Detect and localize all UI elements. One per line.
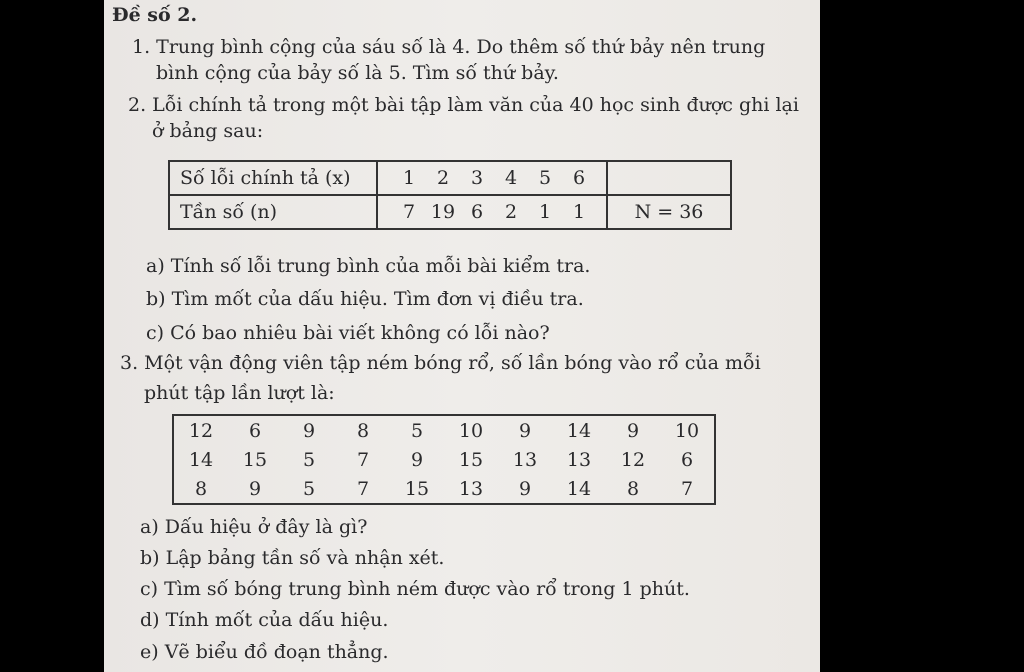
- data-cell: 13: [458, 477, 484, 500]
- data-cell: 14: [188, 448, 214, 471]
- n-value: 1: [538, 201, 552, 223]
- data-cell: 5: [410, 419, 424, 442]
- question-3d: d) Tính mốt của dấu hiệu.: [140, 609, 389, 631]
- table-row: [169, 161, 731, 195]
- empty-cell: [607, 161, 731, 195]
- x-values-cell: [377, 161, 607, 195]
- x-value: 6: [572, 167, 586, 189]
- data-cell: 5: [302, 448, 316, 471]
- n-value: 1: [572, 201, 586, 223]
- data-cell: 8: [626, 477, 640, 500]
- n-value: 6: [470, 201, 484, 223]
- table-row: [173, 474, 715, 504]
- data-cell: 10: [674, 419, 700, 442]
- data-cell: 6: [680, 448, 694, 471]
- throws-data-table: [172, 414, 716, 505]
- question-3c: c) Tìm số bóng trung bình ném được vào rổ trong 1 phút.: [140, 578, 690, 600]
- question-1-line-1: 1. Trung bình cộng của sáu số là 4. Do thêm số thứ bảy nên trung: [132, 36, 766, 58]
- data-cell: 8: [356, 419, 370, 442]
- page-title: Đề số 2.: [112, 4, 198, 26]
- data-cell: 9: [626, 419, 640, 442]
- question-3-line-1: 3. Một vận động viên tập ném bóng rổ, số lần bóng vào rổ của mỗi: [120, 352, 761, 374]
- n-value: 19: [430, 201, 456, 223]
- x-label-cell: Số lỗi chính tả (x): [169, 161, 377, 195]
- total-cell: N = 36: [607, 195, 731, 229]
- question-2-line-2: ở bảng sau:: [152, 120, 264, 142]
- n-value: 2: [504, 201, 518, 223]
- data-cell: 13: [566, 448, 592, 471]
- table-row: [173, 445, 715, 474]
- data-cell: 7: [680, 477, 694, 500]
- data-cell: 9: [518, 419, 532, 442]
- question-2a: a) Tính số lỗi trung bình của mỗi bài kiểm tra.: [146, 255, 591, 277]
- x-value: 5: [538, 167, 552, 189]
- data-cell: 7: [356, 477, 370, 500]
- error-frequency-table: [168, 160, 732, 230]
- question-3-line-2: phút tập lần lượt là:: [144, 382, 335, 404]
- x-value: 4: [504, 167, 518, 189]
- question-2c: c) Có bao nhiêu bài viết không có lỗi nào?: [146, 322, 550, 344]
- data-cell: 12: [620, 448, 646, 471]
- data-cell: 15: [404, 477, 430, 500]
- data-cell: 7: [356, 448, 370, 471]
- question-3e: e) Vẽ biểu đồ đoạn thẳng.: [140, 641, 389, 663]
- data-cell: 10: [458, 419, 484, 442]
- data-cell: 12: [188, 419, 214, 442]
- data-cell: 9: [302, 419, 316, 442]
- data-cell: 6: [248, 419, 262, 442]
- n-values-cell: [377, 195, 607, 229]
- question-2-line-1: 2. Lỗi chính tả trong một bài tập làm văn của 40 học sinh được ghi lại: [128, 94, 799, 116]
- x-value: 3: [470, 167, 484, 189]
- data-cell: 13: [512, 448, 538, 471]
- question-1-line-2: bình cộng của bảy số là 5. Tìm số thứ bảy.: [156, 62, 559, 84]
- question-3b: b) Lập bảng tần số và nhận xét.: [140, 547, 445, 569]
- table-row: [173, 415, 715, 445]
- x-value: 2: [436, 167, 450, 189]
- n-label-cell: Tần số (n): [169, 195, 377, 229]
- data-cell: 14: [566, 477, 592, 500]
- data-cell: 15: [458, 448, 484, 471]
- table-row: [169, 195, 731, 229]
- book-page: [104, 0, 820, 672]
- question-3a: a) Dấu hiệu ở đây là gì?: [140, 516, 368, 538]
- data-cell: 9: [248, 477, 262, 500]
- question-2b: b) Tìm mốt của dấu hiệu. Tìm đơn vị điều tra.: [146, 288, 584, 310]
- data-cell: 9: [518, 477, 532, 500]
- data-cell: 8: [194, 477, 208, 500]
- data-cell: 9: [410, 448, 424, 471]
- data-cell: 5: [302, 477, 316, 500]
- data-cell: 15: [242, 448, 268, 471]
- x-value: 1: [402, 167, 416, 189]
- data-cell: 14: [566, 419, 592, 442]
- n-value: 7: [402, 201, 416, 223]
